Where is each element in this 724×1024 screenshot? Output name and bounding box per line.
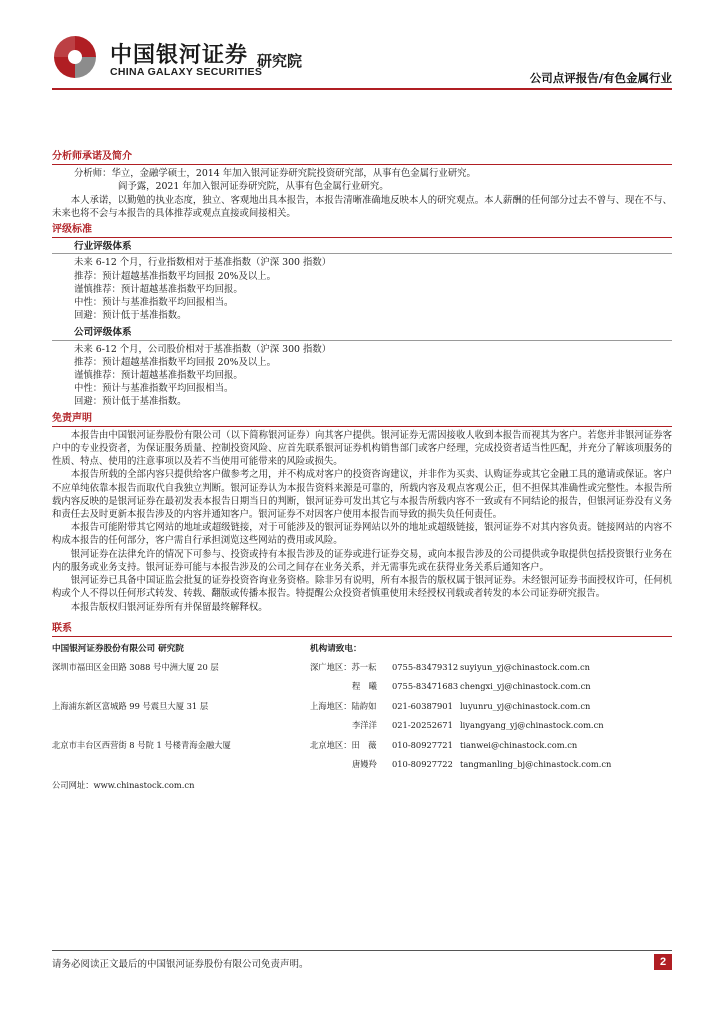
logo-english-name: CHINA GALAXY SECURITIES (110, 66, 263, 78)
page-header (52, 30, 672, 90)
disclaimer-section-title: 免责声明 (52, 412, 672, 427)
sales-email-link[interactable]: suyiyun_yj@chinastock.com.cn (460, 661, 590, 672)
rating-section-title: 评级标准 (52, 223, 672, 238)
company-rating-item: 谨慎推荐：预计超越基准指数平均回报。 (74, 370, 243, 382)
sales-email-link[interactable]: chengxi_yj@chinastock.com.cn (460, 680, 591, 691)
analyst-line-1: 分析师：华立，金融学硕士，2014 年加入银河证券研究院投资研究部，从事有色金属行业研究。 (74, 168, 476, 180)
sales-name: 苏一耘 (351, 661, 377, 672)
sales-email-link[interactable]: tianwei@chinastock.com.cn (460, 739, 578, 750)
sales-phone: 021-60387901 (392, 700, 453, 711)
sales-contact-row (310, 661, 376, 674)
sales-region: 北京地区： (310, 739, 352, 750)
footer-divider (52, 950, 672, 951)
address-shenzhen: 深圳市福田区金田路 3088 号中洲大厦 20 层 (52, 661, 219, 672)
disclaimer-paragraph: 银河证券已具备中国证监会批复的证券投资咨询业务资格。除非另有说明，所有本报告的版权属于银河证券。未经银河证券书面授权许可，任何机构或个人不得以任何形式转发、转载、翻版或传播本报告。特提醒公众投资者慎重使用未经授权刊载或者转发的本公司证券研究报告。 (52, 575, 672, 600)
sales-name: 田 薇 (351, 739, 377, 750)
contact-section-title: 联系 (52, 622, 672, 637)
sales-region: 上海地区： (310, 700, 352, 711)
page-body (52, 150, 672, 792)
sales-phone: 0755-83479312 (392, 661, 459, 672)
report-type: 公司点评报告/有色金属行业 (529, 71, 672, 85)
disclaimer-paragraph: 银河证券在法律允许的情况下可参与、投资或持有本报告涉及的证券或进行证券交易，或向本报告涉及的公司提供或争取提供包括投资银行业务在内的服务或业务支持。银河证券可能与本报告涉及的公司之间存在业务关系，并无需事先或在获得业务关系后通知客户。 (52, 548, 672, 573)
sales-email-link[interactable]: tangmanling_bj@chinastock.com.cn (460, 758, 612, 769)
page-number: 2 (654, 954, 672, 970)
logo-chinese-name: 中国银河证券 (110, 43, 249, 68)
sales-phone: 0755-83471683 (392, 680, 459, 691)
industry-rating-intro: 未来 6-12 个月，行业指数相对于基准指数（沪深 300 指数） (74, 257, 332, 269)
industry-rating-item: 中性：预计与基准指数平均回报相当。 (74, 297, 234, 309)
analyst-commitment: 本人承诺，以勤勉的执业态度，独立、客观地出具本报告，本报告清晰准确地反映本人的研究观点。本人薪酬的任何部分过去不曾与、现在不与、未来也将不会与本报告的具体推荐或观点直接或间接相关。 (52, 194, 672, 219)
company-rating-head: 公司评级体系 (52, 326, 672, 340)
logo-subtitle: 研究院 (257, 52, 303, 70)
sales-name: 李洋洋 (352, 719, 377, 730)
industry-rating-item: 推荐：预计超越基准指数平均回报 20%及以上。 (74, 270, 276, 282)
galaxy-logo-icon (52, 34, 98, 80)
sales-contact-row (310, 739, 376, 752)
company-name: 中国银河证券股份有限公司 研究院 (52, 643, 184, 654)
industry-rating-item: 谨慎推荐：预计超越基准指数平均回报。 (74, 283, 243, 295)
industry-rating-head: 行业评级体系 (52, 240, 672, 254)
sales-email-link[interactable]: liyangyang_yj@chinastock.com.cn (460, 719, 604, 730)
sales-name: 陆韵如 (351, 700, 377, 711)
sales-name: 程 曦 (352, 680, 377, 691)
disclaimer-paragraph: 本报告由中国银河证券股份有限公司（以下简称银河证券）向其客户提供。银河证券无需因接收人收到本报告而视其为客户。若您并非银河证券客户中的专业投资者，为保证服务质量、控制投资风险、应首先联系银河证券机构销售部门或客户经理，完成投资者适当性匹配，并充分了解该项服务的性质、特点、使用的注意事项以及若不当使用可能带来的风险或损失。 (52, 429, 672, 468)
company-rating-intro: 未来 6-12 个月，公司股价相对于基准指数（沪深 300 指数） (74, 343, 332, 355)
company-rating-item: 推荐：预计超越基准指数平均回报 20%及以上。 (74, 356, 276, 368)
sales-name: 唐嫚羚 (352, 758, 377, 769)
sales-region: 深广地区： (310, 661, 352, 672)
company-rating-item: 中性：预计与基准指数平均回报相当。 (74, 383, 234, 395)
address-beijing: 北京市丰台区西营街 8 号院 1 号楼青海金融大厦 (52, 739, 231, 750)
sales-phone: 010-80927721 (392, 739, 453, 750)
industry-rating-item: 回避：预计低于基准指数。 (74, 310, 187, 322)
sales-email-link[interactable]: luyunru_yj@chinastock.com.cn (460, 700, 591, 711)
footer-disclaimer-note: 请务必阅读正文最后的中国银河证券股份有限公司免责声明。 (52, 959, 309, 970)
company-rating-item: 回避：预计低于基准指数。 (74, 396, 187, 408)
disclaimer-paragraph: 本报告可能附带其它网站的地址或超级链接，对于可能涉及的银河证券网站以外的地址或超级链接，银河证券不对其内容负责。链接网站的内容不构成本报告的任何部分，客户需自行承担浏览这些网站的费用或风险。 (52, 522, 672, 547)
header-divider (52, 88, 672, 90)
disclaimer-paragraph: 本报告版权归银河证券所有并保留最终解释权。 (70, 601, 268, 613)
website-link[interactable]: 公司网址：www.chinastock.com.cn (52, 779, 195, 790)
disclaimer-paragraph: 本报告所载的全部内容只提供给客户做参考之用，并不构成对客户的投资咨询建议，并非作为买卖、认购证券或其它金融工具的邀请或保证。客户不应单纯依靠本报告而取代自我独立判断。银河证券认为本报告资料来源是可靠的，所载内容及观点客观公正，但不担保其准确性或完整性。本报告所载内容反映的是银河证券在最初发表本报告日期当日的判断，银河证券可发出其它与本报告所载内容不一致或有不同结论的报告，但银河证券没有义务和责任去及时更新本报告涉及的内容并通知客户。银河证券不对因客户使用本报告而导致的损失负任何责任。 (52, 469, 672, 521)
sales-contact-row (310, 700, 376, 713)
sales-contact-title: 机构请致电： (310, 643, 362, 654)
contact-block (52, 637, 672, 777)
sales-phone: 010-80927722 (392, 758, 453, 769)
analyst-line-2: 阎予露，2021 年加入银河证券研究院，从事有色金属行业研究。 (118, 181, 389, 193)
sales-phone: 021-20252671 (392, 719, 453, 730)
analyst-section-title: 分析师承诺及简介 (52, 150, 672, 165)
address-shanghai: 上海浦东新区富城路 99 号震旦大厦 31 层 (52, 700, 209, 711)
